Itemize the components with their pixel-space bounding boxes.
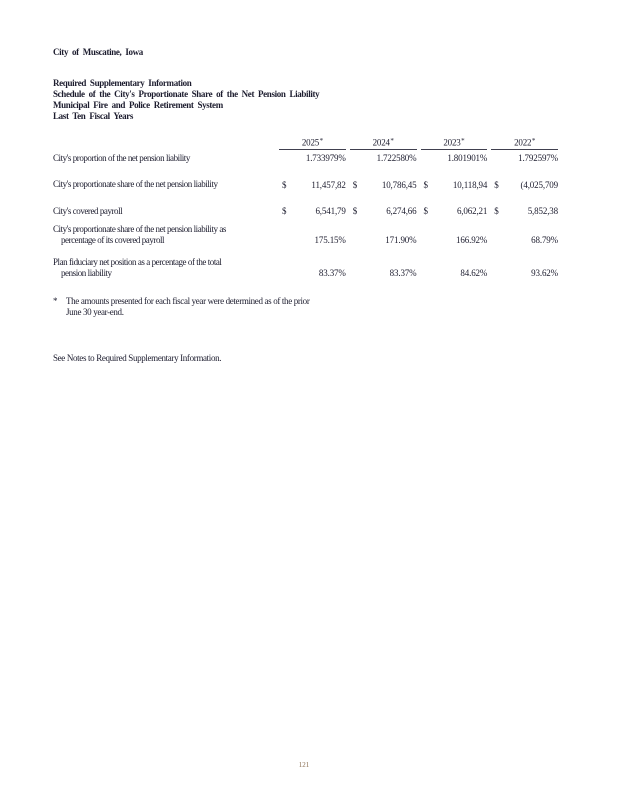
row-label: City's proportionate share of the net pension liability as percentage of its covered payroll <box>53 224 226 245</box>
asterisk-marker: * <box>531 137 536 145</box>
value-cell: $ (4,025,709 <box>494 179 558 190</box>
footnote <box>53 296 309 318</box>
table-row-covered-payroll <box>53 190 558 217</box>
value-cell: $ 6,062,21 <box>423 206 488 216</box>
value-cell: $ 6,541,79 <box>282 206 346 216</box>
value-cell: 1.801901% <box>447 153 488 163</box>
year-column-header-2025: 2025* <box>275 137 346 150</box>
value-cell: 83.37% <box>318 268 346 278</box>
dollar-sign: $ <box>494 179 499 190</box>
dollar-sign: $ <box>282 206 287 216</box>
value-cell: 68.79% <box>531 235 558 245</box>
year-column-header-2022: 2022* <box>487 137 558 150</box>
value-cell: 83.37% <box>389 268 417 278</box>
label-column-header <box>53 137 275 150</box>
dollar-sign: $ <box>423 206 428 216</box>
value-cell: $ 10,118,94 <box>423 179 488 190</box>
report-title-line-1: Required Supplementary Information <box>53 78 192 88</box>
value-cell: 1.722580% <box>376 153 417 163</box>
asterisk-marker: * <box>461 137 465 145</box>
value-cell: $ 10,786,45 <box>352 179 417 190</box>
table-row-proportion <box>53 150 558 164</box>
row-label: City's proportion of the net pension liability <box>53 152 190 163</box>
dollar-sign: $ <box>352 206 358 216</box>
table-row-proportionate-share <box>53 163 558 190</box>
row-label: City's covered payroll <box>53 205 123 216</box>
asterisk-marker: * <box>390 137 394 145</box>
value-cell: 93.62% <box>531 268 558 278</box>
value-cell: 84.62% <box>460 268 488 278</box>
report-title-line-2: Schedule of the City's Proportionate Share of the Net Pension Liability <box>53 89 320 99</box>
row-label: Plan fiduciary net position as a percentage of the total pension liability <box>53 257 222 278</box>
value-cell: 1.792597% <box>518 153 558 163</box>
report-title-line-3: Municipal Fire and Police Retirement System <box>53 100 223 110</box>
footnote-marker: * <box>53 296 58 306</box>
report-title-line-4: Last Ten Fiscal Years <box>53 111 134 121</box>
year-column-header-2023: 2023* <box>417 137 488 150</box>
document-header <box>53 47 319 122</box>
dollar-sign: $ <box>494 206 499 216</box>
org-title: City of Muscatine, Iowa <box>53 47 143 57</box>
value-cell: $ 6,274,66 <box>352 206 417 216</box>
table-header-row <box>53 137 558 150</box>
see-notes-line: See Notes to Required Supplementary Information. <box>53 353 222 363</box>
value-cell: 175.15% <box>314 235 346 245</box>
row-label: City's proportionate share of the net pension liability <box>53 179 218 189</box>
value-cell: $ 11,457,82 <box>282 179 346 190</box>
pension-schedule-table <box>53 137 558 278</box>
value-cell: $ 5,852,38 <box>494 206 558 216</box>
footnote-line-2: June 30 year-end. <box>66 307 124 317</box>
value-cell: 171.90% <box>385 235 417 245</box>
asterisk-marker: * <box>319 137 323 145</box>
dollar-sign: $ <box>352 179 358 190</box>
page-number: 121 <box>298 761 310 769</box>
year-column-header-2024: 2024* <box>346 137 417 150</box>
dollar-sign: $ <box>423 179 428 190</box>
table-row-fiduciary-net-position <box>53 245 558 278</box>
dollar-sign: $ <box>282 179 287 190</box>
footnote-line-1: The amounts presented for each fiscal year were determined as of the prior <box>66 296 310 306</box>
value-cell: 1.733979% <box>305 153 346 163</box>
table-row-share-of-payroll <box>53 216 558 245</box>
value-cell: 166.92% <box>456 235 488 245</box>
